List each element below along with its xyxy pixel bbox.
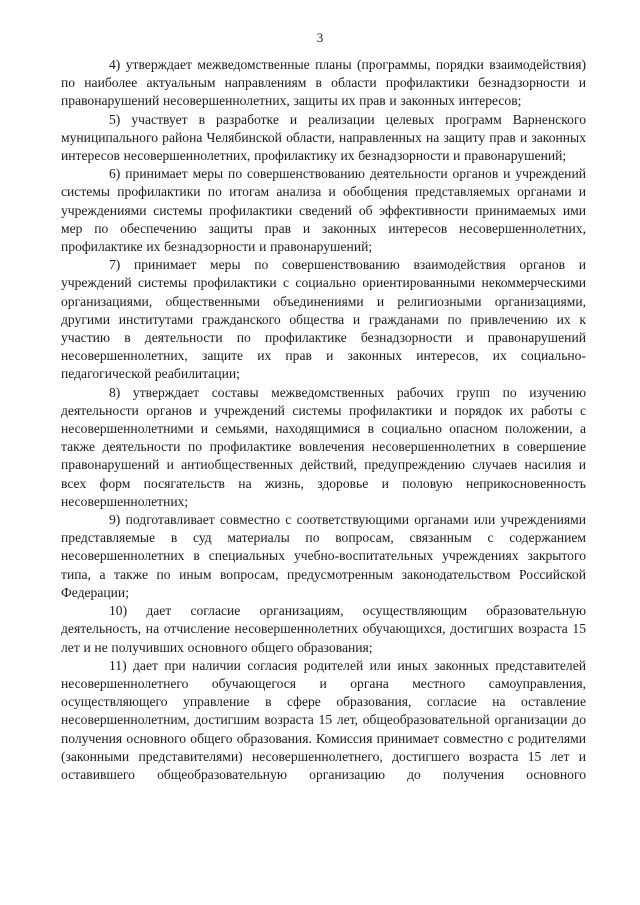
paragraph-item-6: 6) принимает меры по совершенствованию деятельности органов и учреждений системы профилактики по итогам анализа и обобщения представляемых органами и учреждениями системы профилактики сведений об эффективности принимаемых ими мер по обеспечению защиты прав и законных интересов несовершеннолетних, профилактике их безнадзорности и правонарушений;: [61, 166, 586, 255]
paragraph-item-5: 5) участвует в разработке и реализации целевых программ Варненского муниципального района Челябинской области, направленных на защиту прав и законных интересов несовершеннолетних, профилактику их безнадзорности и правонарушений;: [61, 111, 586, 164]
paragraph-item-8: 8) утверждает составы межведомственных рабочих групп по изучению деятельности органов и учреждений системы профилактики и порядок их работы с несовершеннолетними и семьями, находящимися в социально опасном положении, а также деятельности по профилактике вовлечения несовершеннолетних в совершение правонарушений и антиобщественных действий, предупреждению случаев насилия и всех форм посягательств на жизнь, здоровье и половую неприкосновенность несовершеннолетних;: [61, 384, 586, 509]
page-number: 3: [316, 30, 324, 45]
paragraph-item-7: 7) принимает меры по совершенствованию взаимодействия органов и учреждений системы профилактики с социально ориентированными некоммерческими организациями, общественными объединениями и религиозными организациями, другими институтами гражданского общества и гражданами по привлечению их к участию в деятельности по профилактике безнадзорности и правонарушений несовершеннолетних, защите их прав и законных интересов, их социально-педагогической реабилитации;: [61, 257, 586, 382]
paragraph-item-9: 9) подготавливает совместно с соответствующими органами или учреждениями представляемые в суд материалы по вопросам, связанным с содержанием несовершеннолетних в специальных учебно-воспитательных учреждениях закрытого типа, а также по иным вопросам, предусмотренным законодательством Российской Федерации;: [61, 512, 586, 600]
paragraph-item-4: 4) утверждает межведомственные планы (программы, порядки взаимодействия) по наиболее актуальным направлениям в области профилактики безнадзорности и правонарушений несовершеннолетних, защиты их прав и законных интересов;: [61, 57, 586, 109]
paragraph-item-11: 11) дает при наличии согласия родителей или иных законных представителей несовершеннолетнего обучающегося и органа местного самоуправления, осуществляющего управление в сфере образования, согласие на оставление несовершеннолетним, достигшим возраста 15 лет, общеобразовательной организации до получения основного общего образования. Комиссия принимает совместно с родителями (законными представителями) несовершеннолетнего, достигшего возраста 15 лет и оставившего общеобразовательную организацию до получения основного: [61, 657, 586, 782]
paragraph-item-10: 10) дает согласие организациям, осуществляющим образовательную деятельность, на отчисление несовершеннолетних обучающихся, достигших возраста 15 лет и не получивших основного общего образования;: [61, 603, 586, 655]
body-text: [61, 56, 586, 784]
